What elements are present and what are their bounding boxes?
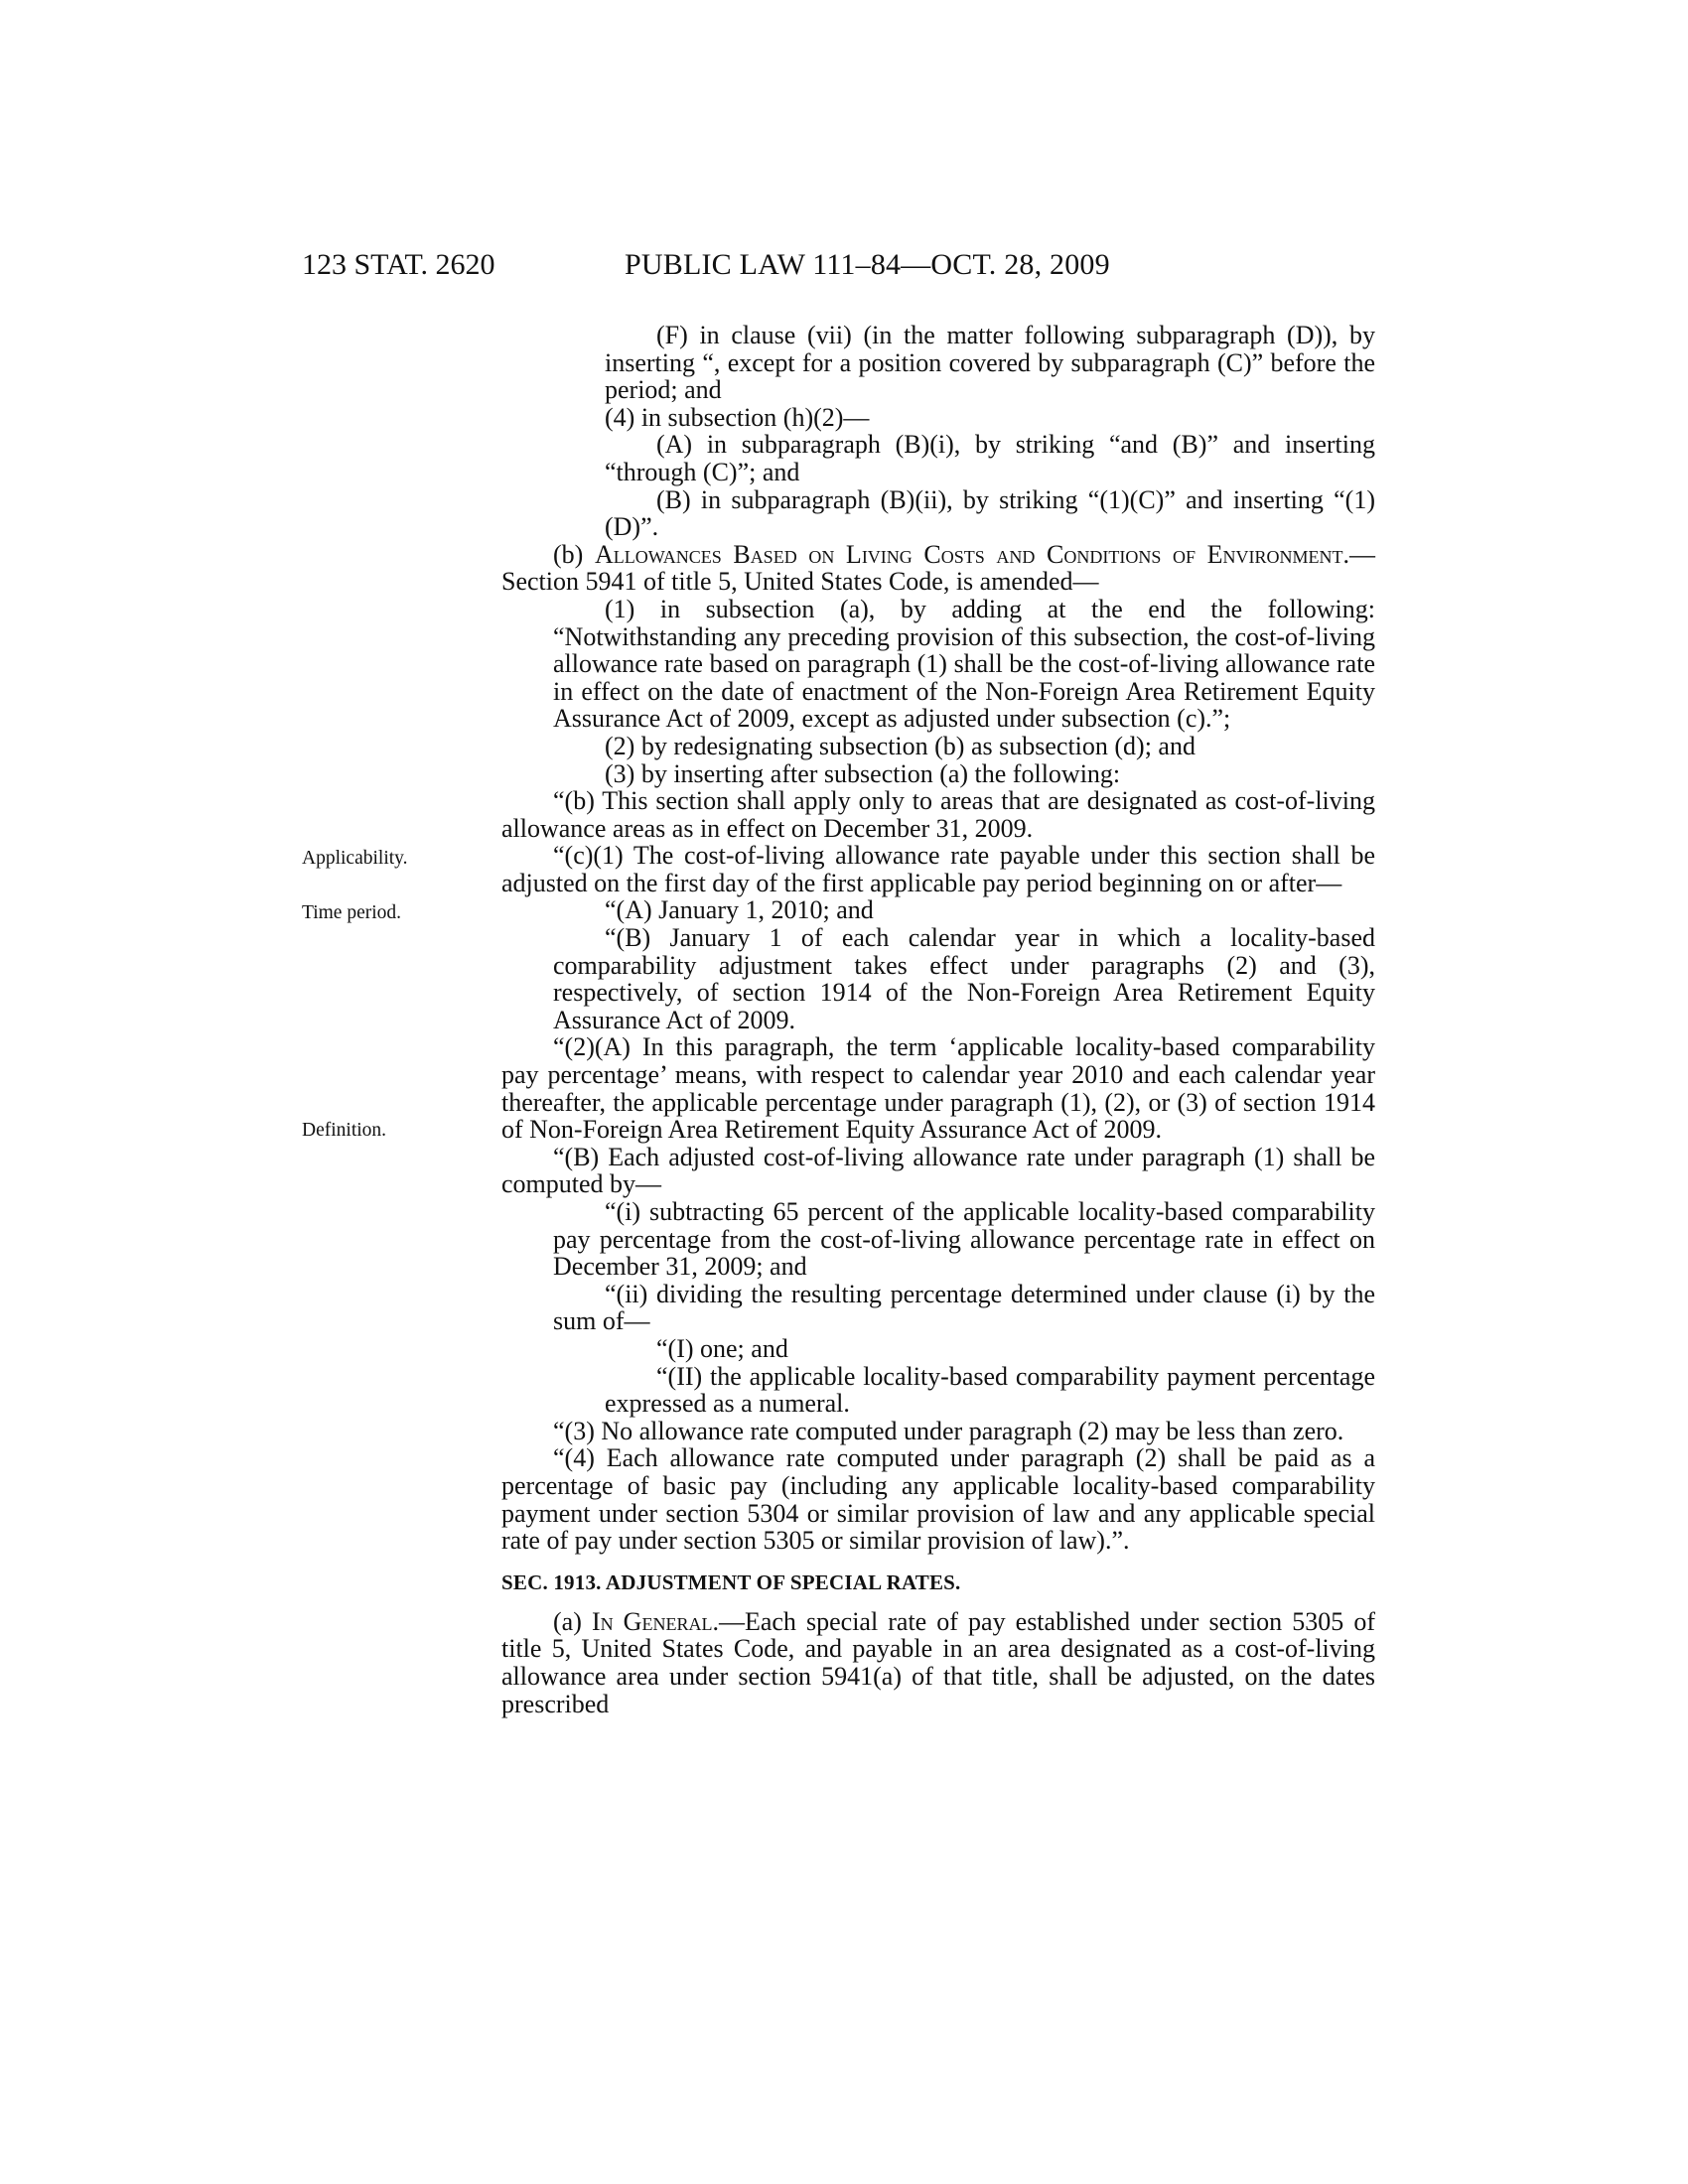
clause-f: (F) in clause (vii) (in the matter following subparagraph (D)), by inserting “, except for a position covered by subparagraph (C)” before the period; and	[605, 321, 1375, 405]
subparagraph-b: (B) in subparagraph (B)(ii), by striking “(1)(C)” and inserting “(1)(D)”.	[605, 484, 1375, 542]
inserted-subsection-c1: “(c)(1) The cost-of-living allowance rate payable under this section shall be adjusted on the first day of the first applicable pay period beginning on or after—	[501, 841, 1375, 897]
inserted-c2-b-i: “(i) subtracting 65 percent of the applicable locality-based comparability pay percentage from the cost-of-living allowance percentage rate in effect on December 31, 2009; and	[553, 1197, 1375, 1282]
margin-note-definition: Definition.	[302, 1120, 387, 1141]
margin-note-applicability: Applicability.	[302, 848, 408, 869]
running-title: PUBLIC LAW 111–84—OCT. 28, 2009	[625, 248, 1110, 281]
section-1913-a-rest: —Each special rate of pay established under section 5305 of title 5, United States Code, and payable in an area designated as a cost-of-living allowance area under section 5941(a) of that title, shall be adjusted, on the dates prescribed	[501, 1606, 1375, 1718]
section-1913-a	[501, 1608, 1375, 1717]
inserted-subsection-b: “(b) This section shall apply only to areas that are designated as cost-of-living allowance areas as in effect on December 31, 2009.	[501, 786, 1375, 843]
paragraph-4: (4) in subsection (h)(2)—	[605, 402, 870, 432]
inserted-c4: “(4) Each allowance rate computed under paragraph (2) shall be paid as a percentage of basic pay (including any applicable locality-based comparability payment under section 5304 or similar provision of law and any applicable special rate of pay under section 5305 or similar provision of law).”.	[501, 1443, 1375, 1556]
inserted-c3: “(3) No allowance rate computed under paragraph (2) may be less than zero.	[553, 1416, 1344, 1445]
section-1913-a-caption: In General.	[591, 1606, 719, 1636]
inserted-c1-a: “(A) January 1, 2010; and	[605, 895, 874, 925]
subsection-b	[501, 541, 1375, 596]
inserted-c2-a: “(2)(A) In this paragraph, the term ‘applicable locality-based comparability pay percentage’ means, with respect to calendar year 2010 and each calendar year thereafter, the applicable percentage under paragraph (1), (2), or (3) of section 1914 of Non-Foreign Area Retirement Equity Assurance Act of 2009.	[501, 1032, 1375, 1145]
subsection-b-rest: —Section 5941 of title 5, United States Code, is amended—	[501, 539, 1375, 597]
statute-body	[501, 322, 1375, 1717]
section-1913-a-lead: (a)	[553, 1606, 592, 1636]
amendment-2: (2) by redesignating subsection (b) as subsection (d); and	[605, 731, 1196, 760]
page-header	[0, 248, 1688, 288]
amendment-1: (1) in subsection (a), by adding at the end the following: “Notwithstanding any preceding provision of this subsection, the cost-of-living allowance rate based on paragraph (1) shall be the cost-of-living allowance rate in effect on the date of enactment of the Non-Foreign Area Retirement Equity Assurance Act of 2009, except as adjusted under subsection (c).”;	[553, 594, 1375, 734]
margin-note-time-period: Time period.	[302, 902, 402, 923]
inserted-c1-b: “(B) January 1 of each calendar year in which a locality-based comparability adjustment takes effect under paragraphs (2) and (3), respectively, of section 1914 of the Non-Foreign Area Retirement Equity Assurance Act of 2009.	[553, 923, 1375, 1034]
amendment-3: (3) by inserting after subsection (a) the following:	[605, 758, 1121, 788]
inserted-c2-b-ii-II: “(II) the applicable locality-based comparability payment percentage expressed as a numeral.	[605, 1361, 1375, 1419]
inserted-c2-b-ii: “(ii) dividing the resulting percentage determined under clause (i) by the sum of—	[553, 1279, 1375, 1336]
inserted-c2-b-ii-I: “(I) one; and	[656, 1333, 788, 1363]
stat-page-number: 123 STAT. 2620	[302, 248, 495, 281]
subsection-b-lead: (b)	[553, 539, 595, 569]
section-heading: SEC. 1913. ADJUSTMENT OF SPECIAL RATES.	[501, 1570, 961, 1594]
subsection-b-caption: Allowances Based on Living Costs and Conditions of Environment.	[594, 539, 1349, 569]
subparagraph-a: (A) in subparagraph (B)(i), by striking “and (B)” and inserting “through (C)”; and	[605, 430, 1375, 486]
inserted-c2-b: “(B) Each adjusted cost-of-living allowance rate under paragraph (1) shall be computed by—	[501, 1142, 1375, 1199]
